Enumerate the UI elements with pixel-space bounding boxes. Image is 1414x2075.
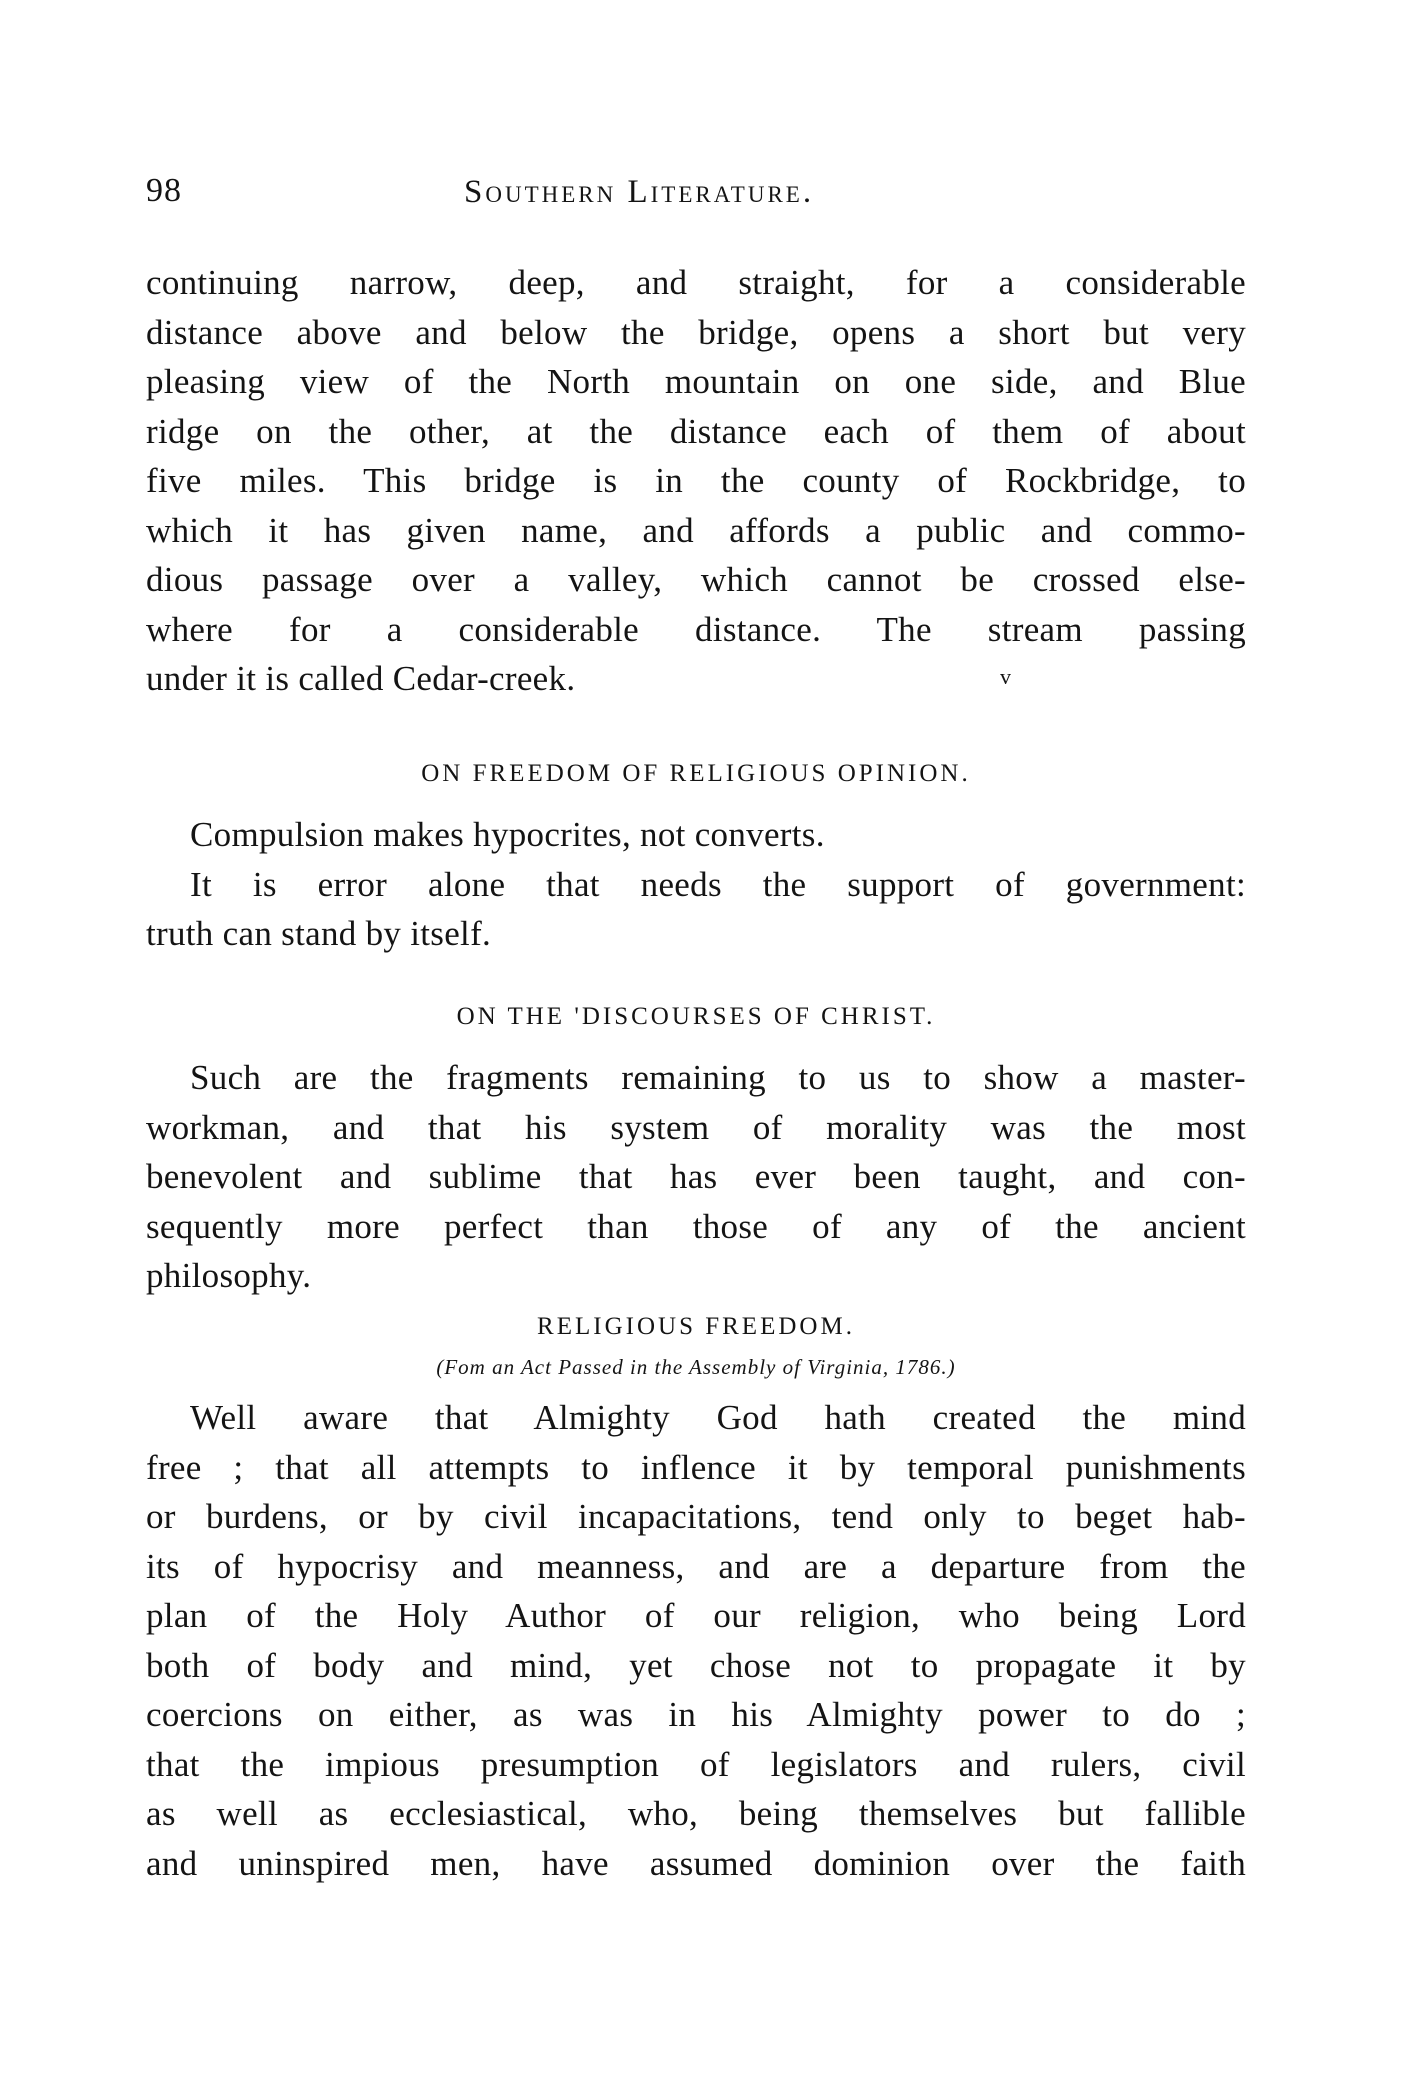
paragraph-line: plan of the Holy Author of our religion, who being Lord [146,1596,1246,1635]
paragraph-line: and uninspired men, have assumed dominion over the faith [146,1843,1246,1883]
running-title: Southern Literature. [464,174,815,210]
paragraph-line: pleasing view of the North mountain on one side, and Blue [146,362,1246,401]
paragraph-line: as well as ecclesiastical, who, being themselves but fallible [146,1794,1246,1833]
paragraph-line: coercions on either, as was in his Almighty power to do ; [146,1695,1246,1734]
paragraph-line: workman, and that his system of morality was the most [146,1107,1246,1147]
paragraph-line: It is error alone that needs the support of government: [190,864,1246,904]
paragraph-line: Well aware that Almighty God hath created the mind [190,1398,1246,1437]
paragraph-line: sequently more perfect than those of any of the ancient [146,1206,1246,1246]
bridge-paragraph [146,258,1246,704]
stray-print-mark: v [1000,664,1011,689]
paragraph-line: dious passage over a valley, which cannot be crossed else- [146,560,1246,599]
paragraph-line: ridge on the other, at the distance each of them of about [146,411,1246,451]
section-heading-religious-freedom: RELIGIOUS FREEDOM. [537,1313,855,1340]
paragraph-line: where for a considerable distance. The stream passing [146,609,1246,649]
page-number: 98 [146,172,182,209]
religious-freedom-paragraph [146,1393,1246,1888]
discourses-paragraph [146,1053,1246,1301]
paragraph-line: under it is called Cedar-creek. [146,659,576,698]
paragraph-line: truth can stand by itself. [146,914,492,953]
paragraph-line: Compulsion makes hypocrites, not converts. [190,815,825,854]
paragraph-line: benevolent and sublime that has ever been taught, and con- [146,1157,1246,1196]
paragraph-line: both of body and mind, yet chose not to propagate it by [146,1645,1246,1685]
paragraph-line: continuing narrow, deep, and straight, for a considerable [146,263,1246,302]
paragraph-line: that the impious presumption of legislators and rulers, civil [146,1744,1246,1784]
page-header [146,172,1246,222]
section-subheading-act-source: (Fom an Act Passed in the Assembly of Virginia, 1786.) [436,1355,956,1379]
paragraph-line: free ; that all attempts to inflence it by temporal punishments [146,1447,1246,1487]
paragraph-line: distance above and below the bridge, opens a short but very [146,312,1246,352]
freedom-of-opinion-paragraph [146,810,1246,959]
section-heading-discourses: ON THE 'DISCOURSES OF CHRIST. [456,1003,936,1030]
paragraph-line: philosophy. [146,1256,312,1295]
paragraph-line: five miles. This bridge is in the county of Rockbridge, to [146,461,1246,500]
section-heading-freedom-of-opinion: ON FREEDOM OF RELIGIOUS OPINION. [421,760,971,787]
paragraph-line: or burdens, or by civil incapacitations, tend only to beget hab- [146,1497,1246,1536]
paragraph-line: which it has given name, and affords a public and commo- [146,510,1246,550]
paragraph-line: its of hypocrisy and meanness, and are a departure from the [146,1546,1246,1586]
paragraph-line: Such are the fragments remaining to us to show a master- [190,1058,1246,1097]
